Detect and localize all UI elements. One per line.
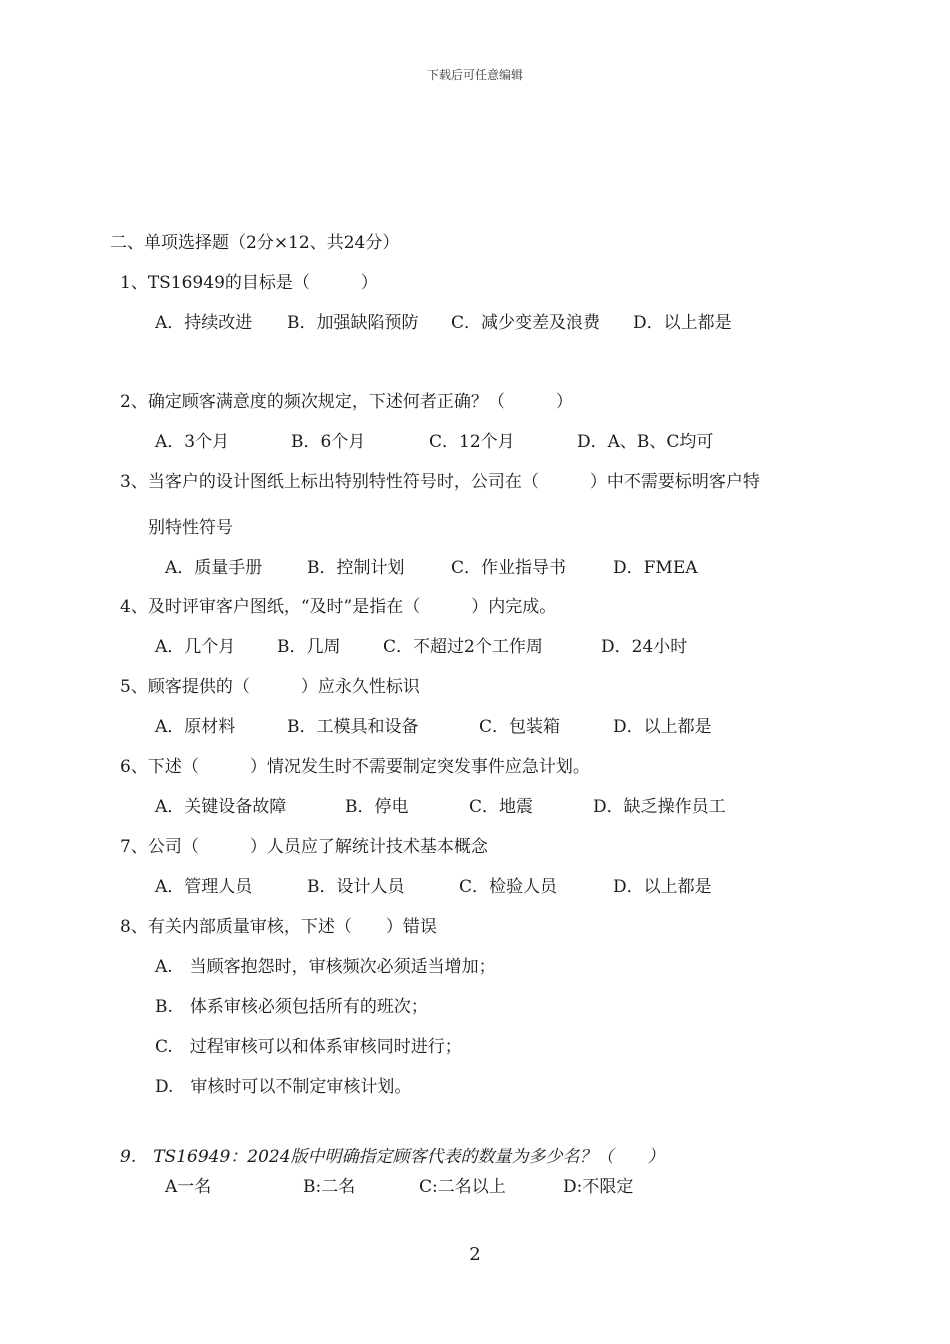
question-4-options	[155, 636, 855, 658]
option-d: D．24小时	[601, 637, 688, 657]
question-1: 1、TS16949的目标是（ ）	[120, 273, 378, 293]
question-2-options	[155, 431, 855, 453]
option-c: C．减少变差及浪费	[451, 313, 601, 333]
option-d: D:不限定	[563, 1177, 634, 1197]
option-c: C:二名以上	[419, 1177, 506, 1197]
question-9: 9. TS16949：2024版中明确指定顾客代表的数量为多少名？（ ）	[120, 1147, 665, 1167]
question-8: 8、有关内部质量审核，下述（ ）错误	[120, 917, 437, 937]
option-b: B．6个月	[291, 432, 366, 452]
option-c: C．地震	[469, 797, 534, 817]
option-d: D．以上都是	[613, 717, 712, 737]
option-a: A．关键设备故障	[155, 797, 287, 817]
question-5-options	[155, 716, 855, 738]
option-b: B．停电	[345, 797, 409, 817]
question-1-options	[155, 312, 855, 334]
question-8-option-c: C. 过程审核可以和体系审核同时进行；	[155, 1037, 462, 1057]
option-a: A．质量手册	[165, 558, 263, 578]
question-7-options	[155, 876, 855, 898]
option-b: B．几周	[277, 637, 341, 657]
question-3-options	[165, 557, 865, 579]
section-title: 二、单项选择题（2分×12、共24分）	[110, 233, 400, 253]
question-2: 2、确定顾客满意度的频次规定，下述何者正确？（ ）	[120, 392, 573, 412]
option-b: B．控制计划	[307, 558, 405, 578]
question-3-continuation: 别特性符号	[148, 518, 233, 538]
option-b: B:二名	[303, 1177, 356, 1197]
question-8-option-b: B. 体系审核必须包括所有的班次；	[155, 997, 428, 1017]
question-7: 7、公司（ ）人员应了解统计技术基本概念	[120, 837, 488, 857]
option-c: C．包装箱	[479, 717, 561, 737]
question-9-options	[165, 1176, 865, 1198]
option-a: A．几个月	[155, 637, 236, 657]
option-c: C．不超过2个工作周	[383, 637, 543, 657]
option-d: D．以上都是	[613, 877, 712, 897]
option-a: A．持续改进	[155, 313, 253, 333]
option-b: B．加强缺陷预防	[287, 313, 419, 333]
option-a: A．原材料	[155, 717, 236, 737]
question-5: 5、顾客提供的（ ）应永久性标识	[120, 677, 420, 697]
page-number: 2	[469, 1244, 481, 1265]
question-6: 6、下述（ ）情况发生时不需要制定突发事件应急计划。	[120, 757, 590, 777]
question-3: 3、当客户的设计图纸上标出特别特性符号时，公司在（ ）中不需要标明客户特	[120, 472, 760, 492]
question-4: 4、及时评审客户图纸，“及时”是指在（ ）内完成。	[120, 597, 557, 617]
option-a: A．管理人员	[155, 877, 253, 897]
question-6-options	[155, 796, 855, 818]
question-8-option-d: D. 审核时可以不制定审核计划。	[155, 1077, 412, 1097]
option-b: B．设计人员	[307, 877, 405, 897]
question-8-option-a: A. 当顾客抱怨时，审核频次必须适当增加；	[155, 957, 496, 977]
option-c: C．12个月	[429, 432, 515, 452]
page-header: 下载后可任意编辑	[426, 68, 523, 82]
option-b: B．工模具和设备	[287, 717, 419, 737]
option-d: D．缺乏操作员工	[593, 797, 726, 817]
option-a: A一名	[165, 1177, 212, 1197]
option-c: C．检验人员	[459, 877, 558, 897]
option-d: D．FMEA	[613, 558, 698, 578]
option-d: D．A、B、C均可	[577, 432, 714, 452]
option-a: A．3个月	[155, 432, 230, 452]
option-d: D．以上都是	[633, 313, 732, 333]
option-c: C．作业指导书	[451, 558, 567, 578]
